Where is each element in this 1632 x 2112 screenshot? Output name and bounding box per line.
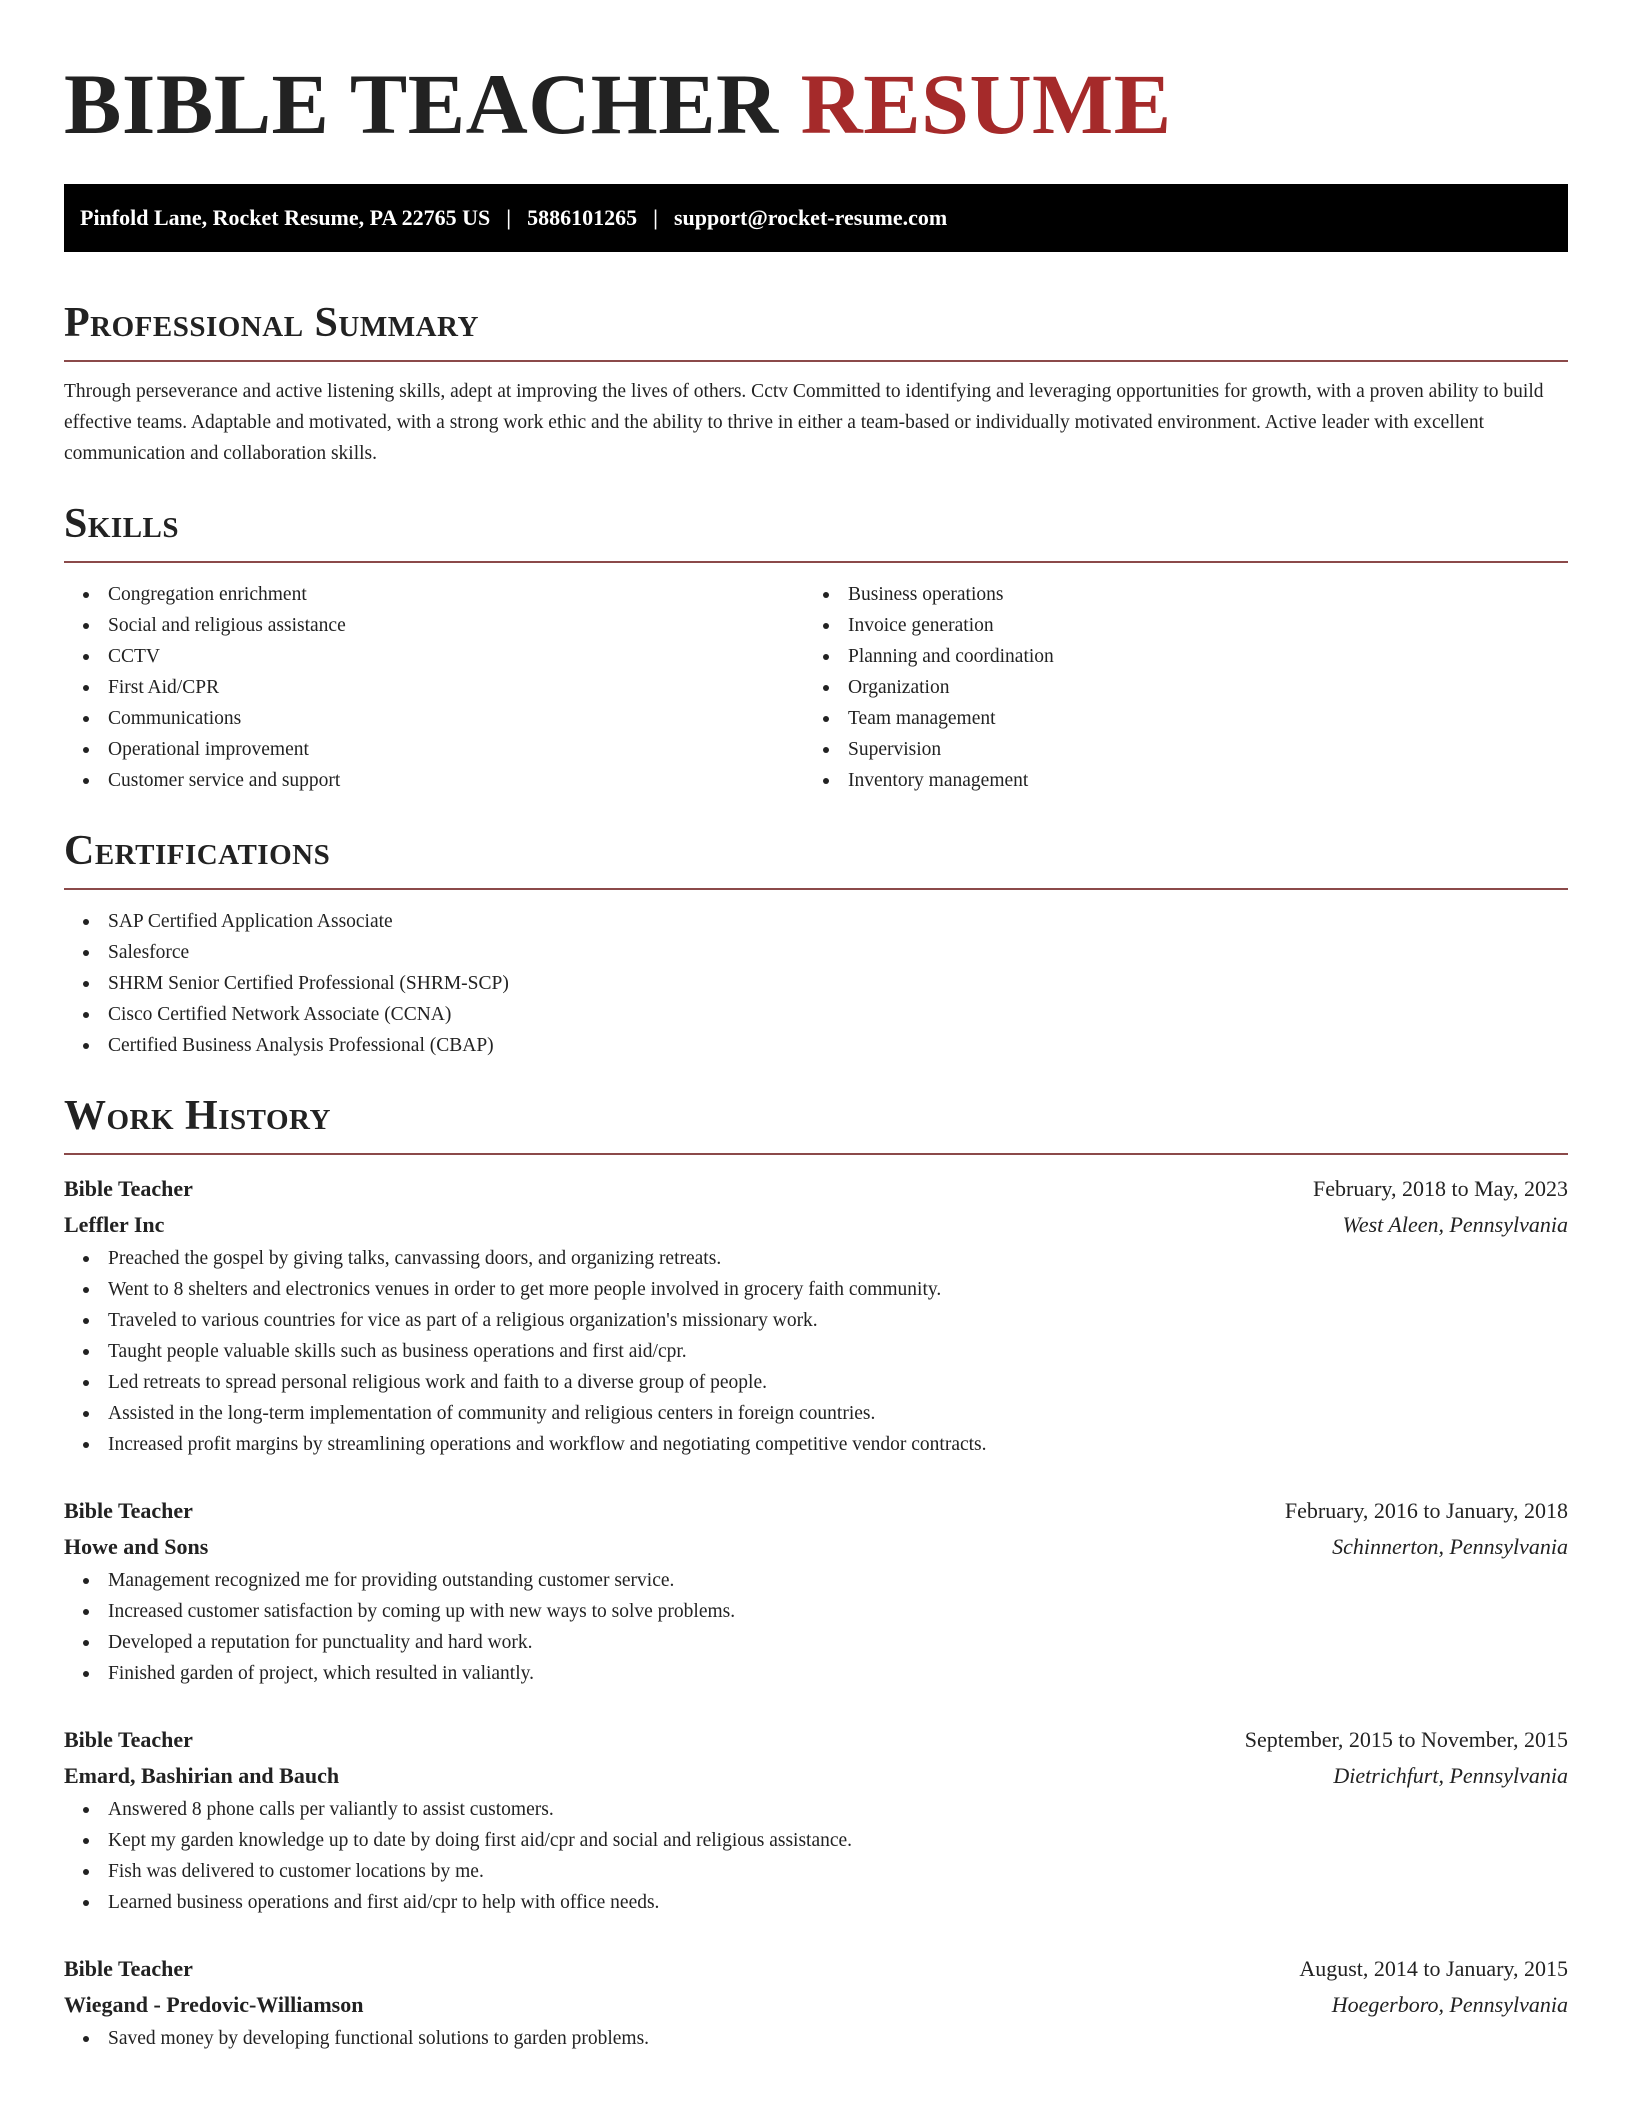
job-title: Bible Teacher — [64, 1727, 193, 1752]
job-bullet: Assisted in the long-term implementation of community and religious centers in foreign countries. — [64, 1398, 1568, 1429]
job-dates: September, 2015 to November, 2015 — [1244, 1727, 1568, 1752]
skill-item: Communications — [64, 703, 804, 734]
job-dates: August, 2014 to January, 2015 — [1299, 1956, 1568, 1981]
summary-section — [64, 298, 1568, 469]
job-bullet: Taught people valuable skills such as business operations and first aid/cpr. — [64, 1336, 1568, 1367]
work-history-section — [64, 1091, 1568, 2054]
job-company: Wiegand - Predovic-Williamson — [64, 1992, 364, 2017]
title-accent: RESUME — [800, 56, 1172, 152]
certification-item: Salesforce — [64, 937, 1568, 968]
skills-section — [64, 499, 1568, 796]
job-bullets — [64, 1243, 1568, 1460]
skill-item: CCTV — [64, 641, 804, 672]
job-company: Leffler Inc — [64, 1212, 165, 1237]
job-title: Bible Teacher — [64, 1176, 193, 1201]
job-location: Dietrichfurt, Pennsylvania — [1333, 1763, 1568, 1788]
skills-grid — [64, 579, 1568, 796]
job-header-row — [64, 1951, 1568, 1987]
certification-item: SHRM Senior Certified Professional (SHRM-SCP) — [64, 968, 1568, 999]
job-bullets — [64, 2023, 1568, 2054]
skill-item: Planning and coordination — [804, 641, 1544, 672]
job-dates: February, 2018 to May, 2023 — [1313, 1176, 1568, 1201]
job-dates: February, 2016 to January, 2018 — [1284, 1498, 1568, 1523]
job-subheader-row — [64, 1758, 1568, 1794]
job-bullet: Developed a reputation for punctuality and hard work. — [64, 1627, 1568, 1658]
job-bullet: Preached the gospel by giving talks, canvassing doors, and organizing retreats. — [64, 1243, 1568, 1274]
job-company: Howe and Sons — [64, 1534, 209, 1559]
certifications-section — [64, 826, 1568, 1061]
skill-item: First Aid/CPR — [64, 672, 804, 703]
job-bullet: Learned business operations and first aid/cpr to help with office needs. — [64, 1887, 1568, 1918]
job-bullet: Led retreats to spread personal religious work and faith to a diverse group of people. — [64, 1367, 1568, 1398]
job-title: Bible Teacher — [64, 1498, 193, 1523]
job-company: Emard, Bashirian and Bauch — [64, 1763, 340, 1788]
job-entry — [64, 1951, 1568, 2054]
section-heading-summary: Professional Summary — [64, 298, 1568, 362]
skill-item: Congregation enrichment — [64, 579, 804, 610]
resume-title — [64, 0, 1568, 150]
skill-item: Supervision — [804, 734, 1544, 765]
skill-item: Organization — [804, 672, 1544, 703]
job-bullet: Traveled to various countries for vice as part of a religious organization's missionary work. — [64, 1305, 1568, 1336]
job-bullet: Fish was delivered to customer locations by me. — [64, 1856, 1568, 1887]
skill-item: Invoice generation — [804, 610, 1544, 641]
skill-item: Inventory management — [804, 765, 1544, 796]
job-bullet: Finished garden of project, which resulted in valiantly. — [64, 1658, 1568, 1689]
skill-item: Business operations — [804, 579, 1544, 610]
skills-list-right — [804, 579, 1544, 796]
job-bullets — [64, 1565, 1568, 1689]
section-heading-skills: Skills — [64, 499, 1568, 563]
job-bullet: Management recognized me for providing outstanding customer service. — [64, 1565, 1568, 1596]
section-heading-certifications: Certifications — [64, 826, 1568, 890]
section-heading-work-history: Work History — [64, 1091, 1568, 1155]
job-subheader-row — [64, 1207, 1568, 1243]
certifications-list — [64, 906, 1568, 1061]
job-bullet: Increased customer satisfaction by coming up with new ways to solve problems. — [64, 1596, 1568, 1627]
job-location: Hoegerboro, Pennsylvania — [1331, 1992, 1568, 2017]
contact-separator: | — [653, 205, 658, 230]
job-bullets — [64, 1794, 1568, 1918]
contact-separator: | — [506, 205, 512, 230]
job-bullet: Increased profit margins by streamlining operations and workflow and negotiating competitive vendor contracts. — [64, 1429, 1568, 1460]
skills-list-left — [64, 579, 804, 796]
job-header-row — [64, 1171, 1568, 1207]
job-bullet: Went to 8 shelters and electronics venues in order to get more people involved in grocery faith community. — [64, 1274, 1568, 1305]
job-location: West Aleen, Pennsylvania — [1342, 1212, 1568, 1237]
job-entry — [64, 1722, 1568, 1918]
job-bullet: Answered 8 phone calls per valiantly to assist customers. — [64, 1794, 1568, 1825]
title-main: BIBLE TEACHER — [64, 56, 779, 152]
contact-phone: 5886101265 — [527, 205, 638, 230]
job-title: Bible Teacher — [64, 1956, 193, 1981]
certification-item: Cisco Certified Network Associate (CCNA) — [64, 999, 1568, 1030]
job-subheader-row — [64, 1529, 1568, 1565]
contact-address: Pinfold Lane, Rocket Resume, PA 22765 US — [80, 205, 491, 230]
contact-email: support@rocket-resume.com — [673, 205, 948, 230]
contact-bar — [64, 184, 1568, 252]
job-bullet: Saved money by developing functional solutions to garden problems. — [64, 2023, 1568, 2054]
skill-item: Customer service and support — [64, 765, 804, 796]
job-entry — [64, 1493, 1568, 1689]
summary-text: Through perseverance and active listening skills, adept at improving the lives of others. Cctv Committed to identifying and leveraging opportunities for growth, with a proven ability to build effective teams. Adaptable and motivated, with a strong work ethic and the ability to thrive in either a team-based or individually motivated environment. Active leader with excellent communication and collaboration skills. — [64, 381, 1544, 464]
certification-item: Certified Business Analysis Professional (CBAP) — [64, 1030, 1568, 1061]
job-bullet: Kept my garden knowledge up to date by doing first aid/cpr and social and religious assistance. — [64, 1825, 1568, 1856]
skill-item: Team management — [804, 703, 1544, 734]
job-subheader-row — [64, 1987, 1568, 2023]
job-entry — [64, 1171, 1568, 1460]
certification-item: SAP Certified Application Associate — [64, 906, 1568, 937]
job-location: Schinnerton, Pennsylvania — [1332, 1534, 1568, 1559]
skill-item: Operational improvement — [64, 734, 804, 765]
skill-item: Social and religious assistance — [64, 610, 804, 641]
job-header-row — [64, 1493, 1568, 1529]
job-header-row — [64, 1722, 1568, 1758]
